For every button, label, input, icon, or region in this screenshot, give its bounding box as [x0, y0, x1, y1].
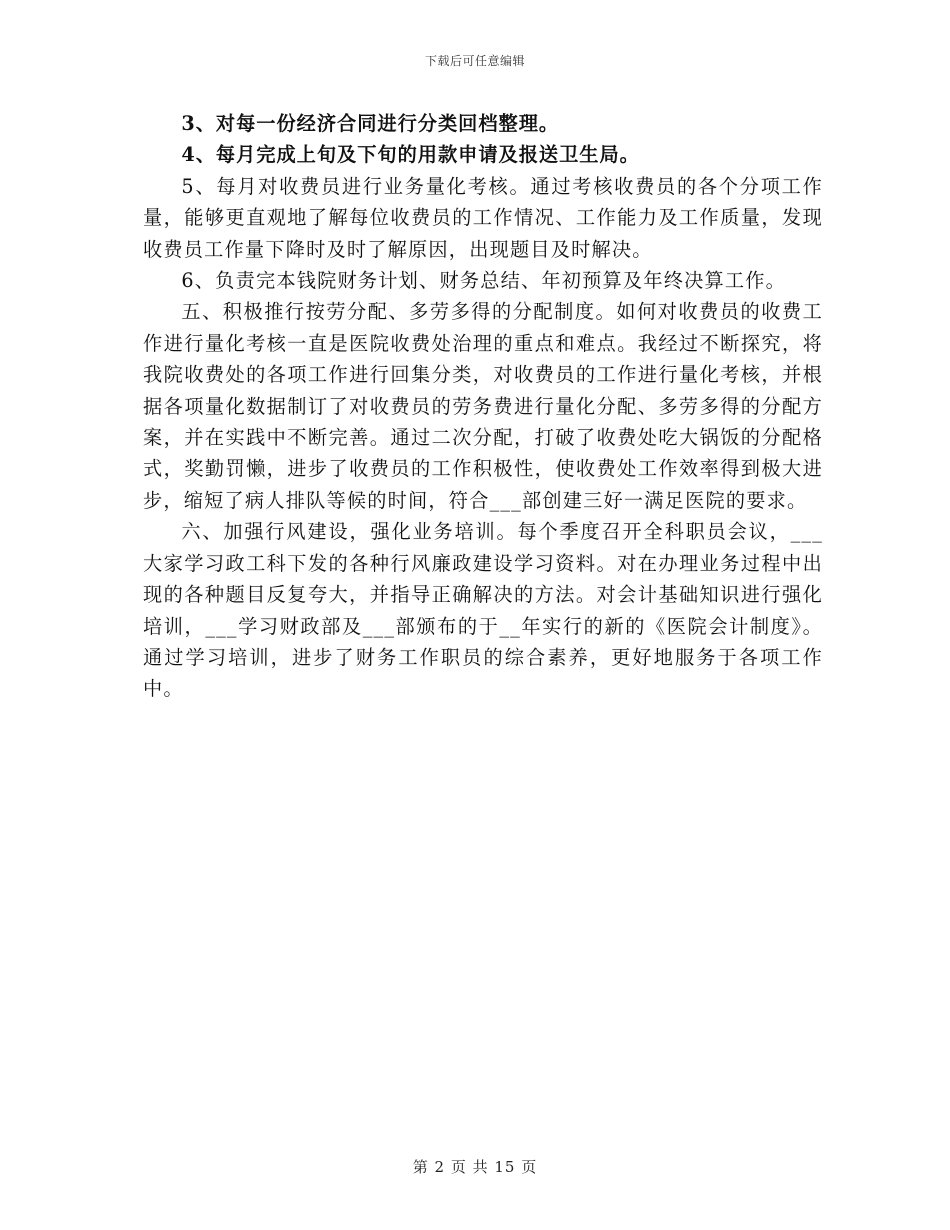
paragraph-item-4: 4、每月完成上旬及下旬的用款申请及报送卫生局。 [181, 143, 640, 167]
page-footer: 第 2 页 共 15 页 [412, 1158, 538, 1176]
paragraph-section-6: 六、加强行风建设，强化业务培训。每个季度召开全科职员会议，___大家学习政工科下发的各种行风廉政建设学习资料。对在办理业务过程中出现的各种题目反复夸大，并指导正确解决的方法。对会计基础知识进行强化培训，___学习财政部及___部颁布的于__年实行的新的《医院会计制度》。通过学习培训，进步了财务工作职员的综合素养，更好地服务于各项工作中。 [143, 520, 823, 701]
paragraph-section-5: 五、积极推行按劳分配、多劳多得的分配制度。如何对收费员的收费工作进行量化考核一直是医院收费处治理的重点和难点。我经过不断探究，将我院收费处的各项工作进行回集分类，对收费员的工作进行量化考核，并根据各项量化数据制订了对收费员的劳务费进行量化分配、多劳多得的分配方案，并在实践中不断完善。通过二次分配，打破了收费处吃大锅饭的分配格式，奖勤罚懒，进步了收费员的工作积极性，使收费处工作效率得到极大进步，缩短了病人排队等候的时间，符合___部创建三好一满足医院的要求。 [143, 300, 823, 512]
paragraph-item-5: 5、每月对收费员进行业务量化考核。通过考核收费员的各个分项工作量，能够更直观地了解每位收费员的工作情况、工作能力及工作质量，发现收费员工作量下降时及时了解原因，出现题目及时解决。 [143, 174, 823, 261]
page-header: 下载后可任意编辑 [424, 54, 525, 68]
paragraph-item-3: 3、对每一份经济合同进行分类回档整理。 [181, 112, 560, 135]
paragraph-item-6: 6、负责完本钱院财务计划、财务总结、年初预算及年终决算工作。 [181, 269, 787, 293]
document-body [143, 108, 823, 705]
